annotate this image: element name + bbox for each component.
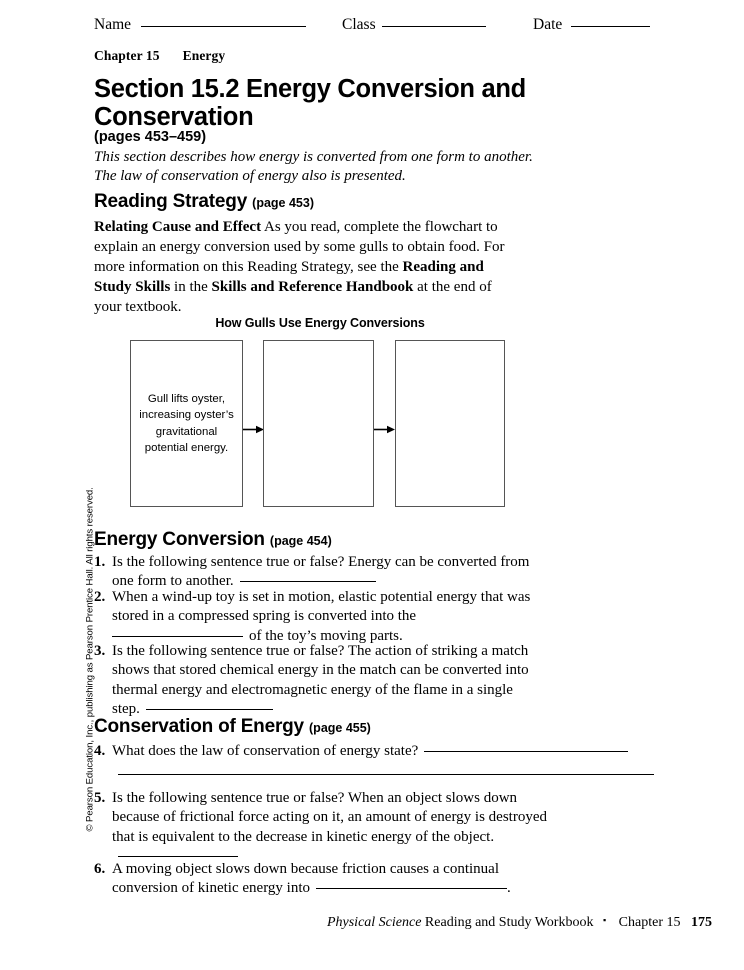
question-4-prompt: What does the law of conservation of energy state? bbox=[112, 743, 419, 759]
question-3-number: 3. bbox=[94, 643, 106, 659]
footer-chapter: Chapter 15 bbox=[618, 915, 681, 930]
question-4-answer-blank[interactable] bbox=[424, 751, 628, 752]
question-5-answer-blank[interactable] bbox=[118, 856, 238, 857]
class-label: Class bbox=[342, 16, 376, 33]
question-4-number: 4. bbox=[94, 743, 106, 759]
question-6-prompt: A moving object slows down because friction causes a continual conversion of kinetic energy into bbox=[112, 861, 499, 897]
page-title: Section 15.2 Energy Conversion and Conservation bbox=[94, 75, 526, 131]
flowchart-box-1[interactable] bbox=[130, 340, 243, 507]
reading-strategy-bold-1: Reading and Study Skills bbox=[94, 258, 484, 295]
heading-energy-conversion bbox=[94, 529, 332, 551]
question-3 bbox=[94, 642, 544, 720]
question-2-number: 2. bbox=[94, 589, 106, 605]
question-2-prompt-tail: of the toy’s moving parts. bbox=[249, 627, 403, 644]
section-description: This section describes how energy is converted from one form to another. The law of conservation of energy also is presented. bbox=[94, 149, 533, 185]
date-label: Date bbox=[533, 16, 563, 33]
question-6-prompt-tail: . bbox=[507, 880, 511, 897]
student-info-header bbox=[94, 16, 650, 38]
heading-conservation-of-energy bbox=[94, 716, 371, 738]
question-2-answer-blank[interactable] bbox=[112, 636, 243, 637]
chapter-unit-name: Energy bbox=[182, 48, 226, 63]
question-6-text bbox=[112, 860, 554, 899]
heading-energy-conversion-label: Energy Conversion bbox=[94, 529, 265, 550]
flowchart-box-2[interactable] bbox=[263, 340, 374, 507]
heading-conservation-label: Conservation of Energy bbox=[94, 716, 304, 737]
heading-conservation-page-note: (page 455) bbox=[309, 721, 371, 735]
flowchart-arrow-2-icon bbox=[374, 421, 396, 430]
heading-reading-strategy-page-note: (page 453) bbox=[252, 196, 314, 210]
question-2-text bbox=[112, 588, 546, 646]
flowchart-arrow-1-icon bbox=[243, 421, 265, 430]
footer-bullet-icon: ▪ bbox=[602, 915, 607, 925]
question-4-text bbox=[112, 742, 654, 761]
copyright-notice: © Pearson Education, Inc., publishing as Pearson Prentice Hall. All rights reserved. bbox=[84, 487, 96, 832]
question-4-answer-blank-line-2[interactable] bbox=[118, 774, 654, 775]
page-footer bbox=[0, 915, 712, 931]
flowchart-box-1-text: Gull lifts oyster, increasing oyster’s gravitational potential energy. bbox=[139, 393, 234, 454]
reading-strategy-text-1: As you read, complete the flowchart to explain an energy conversion used by some gulls to obtain food. For more information on this Reading Strategy, see the bbox=[94, 219, 505, 275]
question-1 bbox=[94, 553, 542, 592]
chapter-number: Chapter 15 bbox=[94, 48, 160, 63]
name-label: Name bbox=[94, 16, 132, 33]
question-5 bbox=[94, 789, 554, 867]
reading-strategy-bold-2: Skills and Reference Handbook bbox=[211, 278, 414, 295]
heading-reading-strategy bbox=[94, 191, 314, 213]
flowchart-title: How Gulls Use Energy Conversions bbox=[215, 316, 425, 330]
question-1-text bbox=[112, 553, 542, 592]
question-2-prompt: When a wind-up toy is set in motion, elastic potential energy that was stored in a compressed spring is converted into the bbox=[112, 589, 531, 625]
date-write-in-line[interactable] bbox=[571, 26, 650, 27]
question-4 bbox=[94, 742, 654, 761]
question-3-answer-blank[interactable] bbox=[146, 709, 273, 710]
question-6-answer-blank[interactable] bbox=[316, 888, 507, 889]
question-3-text bbox=[112, 642, 544, 720]
reading-strategy-lead-in: Relating Cause and Effect bbox=[94, 219, 262, 235]
footer-book-title-italic: Physical Science bbox=[326, 915, 422, 930]
question-5-text bbox=[112, 789, 554, 867]
question-2 bbox=[94, 588, 546, 646]
question-5-prompt: Is the following sentence true or false? When an object slows down because of frictional force acting on it, an amount of energy is destroyed that is equivalent to the decrease in kinetic energy of the object. bbox=[112, 790, 547, 845]
reading-strategy-paragraph bbox=[94, 218, 514, 318]
heading-energy-conversion-page-note: (page 454) bbox=[269, 534, 332, 548]
footer-page-number: 175 bbox=[691, 915, 712, 930]
question-1-answer-blank[interactable] bbox=[240, 581, 376, 582]
name-write-in-line[interactable] bbox=[141, 26, 306, 27]
reading-strategy-text-2: in the bbox=[170, 278, 212, 295]
question-3-prompt: Is the following sentence true or false? The action of striking a match shows that stored chemical energy in the match can be converted into thermal energy and electromagnetic energy of the flame in a single step. bbox=[112, 643, 529, 718]
chapter-breadcrumb bbox=[94, 48, 225, 64]
heading-reading-strategy-label: Reading Strategy bbox=[94, 191, 248, 212]
question-6-number: 6. bbox=[94, 861, 106, 877]
question-6 bbox=[94, 860, 554, 899]
question-1-number: 1. bbox=[94, 554, 106, 570]
reading-strategy-text-3: at the end of your textbook. bbox=[94, 278, 492, 315]
footer-book-title-rest: Reading and Study Workbook bbox=[424, 915, 594, 930]
section-page-range: (pages 453–459) bbox=[94, 129, 207, 145]
flowchart-box-3[interactable] bbox=[395, 340, 505, 507]
class-write-in-line[interactable] bbox=[382, 26, 486, 27]
question-5-number: 5. bbox=[94, 790, 106, 806]
question-1-prompt: Is the following sentence true or false? Energy can be converted from one form to another. bbox=[112, 554, 530, 590]
